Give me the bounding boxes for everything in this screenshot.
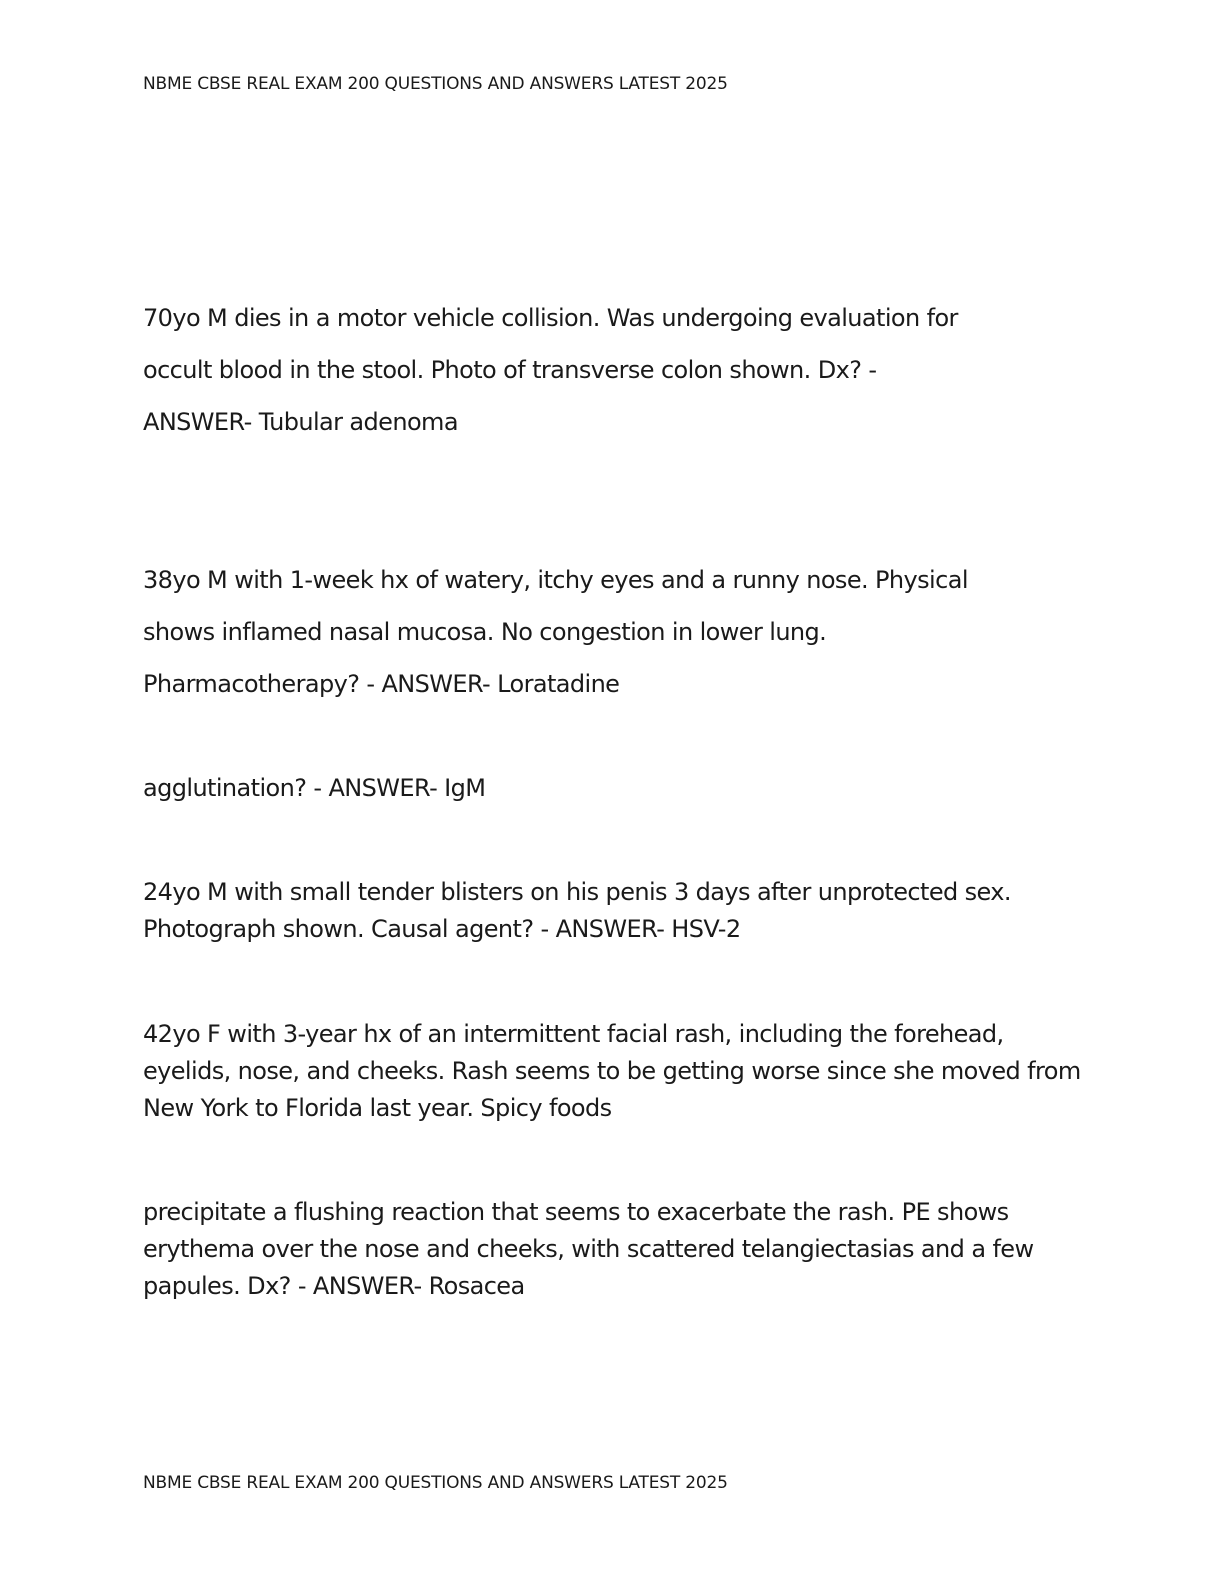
text-line: 24yo M with small tender blisters on his penis 3 days after unprotected sex. [143,878,1011,906]
text-line: papules. Dx? - ANSWER- Rosacea [143,1272,525,1300]
text-line: Pharmacotherapy? - ANSWER- Loratadine [143,670,620,698]
text-line: precipitate a flushing reaction that seems to exacerbate the rash. PE shows [143,1198,1009,1226]
text-line: Photograph shown. Causal agent? - ANSWER- HSV-2 [143,915,741,943]
qa-block-hsv2 [143,874,1011,948]
text-line: ANSWER- Tubular adenoma [143,408,458,436]
page-header: NBME CBSE REAL EXAM 200 QUESTIONS AND ANSWERS LATEST 2025 [143,74,728,94]
text-line: occult blood in the stool. Photo of transverse colon shown. Dx? - [143,356,877,384]
text-line: shows inflamed nasal mucosa. No congestion in lower lung. [143,618,827,646]
text-line: agglutination? - ANSWER- IgM [143,774,486,802]
text-line: New York to Florida last year. Spicy foods [143,1094,612,1122]
qa-block-igm [143,770,485,807]
qa-block-tubular-adenoma [143,292,958,448]
text-line: 42yo F with 3-year hx of an intermittent facial rash, including the forehead, [143,1020,1004,1048]
text-line: eyelids, nose, and cheeks. Rash seems to be getting worse since she moved from [143,1057,1081,1085]
qa-block-loratadine [143,554,968,710]
qa-block-rosacea-part1 [143,1016,1081,1127]
text-line: erythema over the nose and cheeks, with scattered telangiectasias and a few [143,1235,1034,1263]
page-footer: NBME CBSE REAL EXAM 200 QUESTIONS AND ANSWERS LATEST 2025 [143,1473,728,1493]
qa-block-rosacea-part2 [143,1194,1034,1305]
text-line: 38yo M with 1-week hx of watery, itchy eyes and a runny nose. Physical [143,566,968,594]
text-line: 70yo M dies in a motor vehicle collision. Was undergoing evaluation for [143,304,958,332]
